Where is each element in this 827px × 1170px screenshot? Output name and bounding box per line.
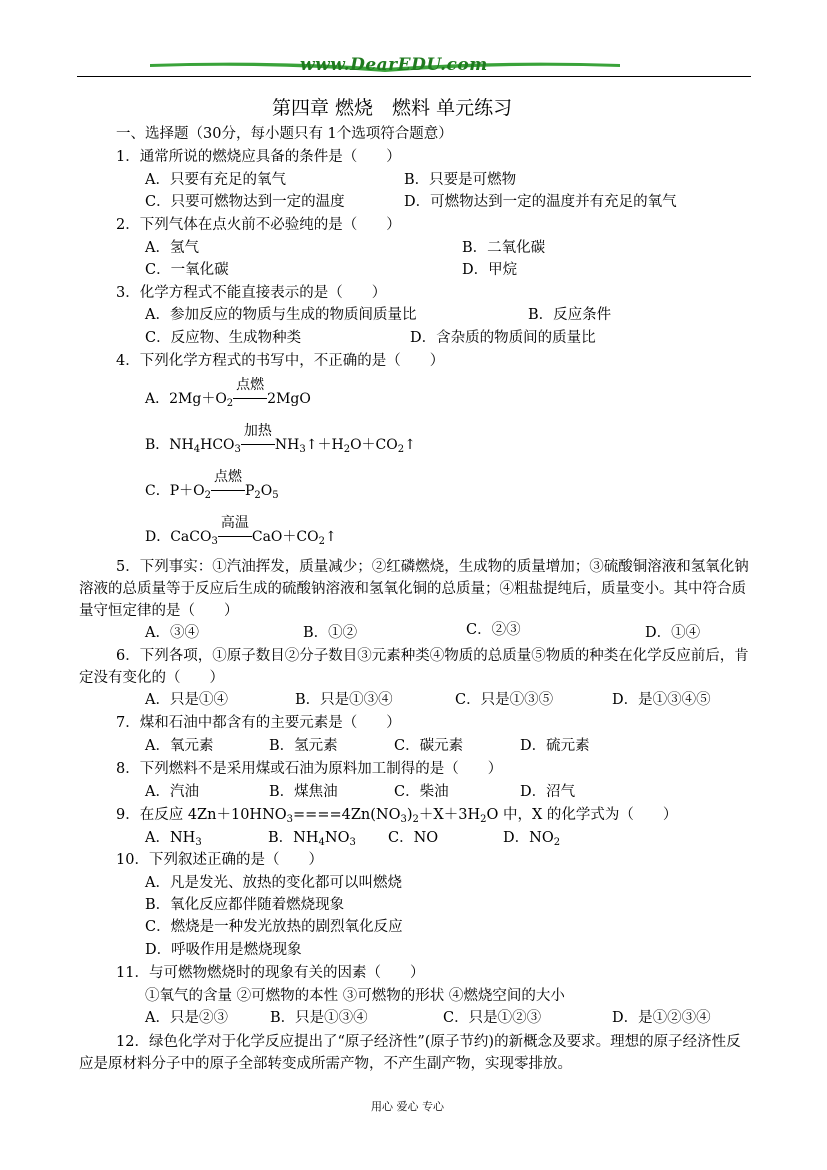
q10-option-b: B．氧化反应都伴随着燃烧现象	[145, 897, 345, 913]
q4-a-product: 2MgO	[267, 391, 311, 407]
q4-d-arrow: ↑	[324, 529, 337, 545]
q9-stem	[116, 805, 677, 830]
q4-b-condition	[241, 423, 275, 453]
q4-b-hco: HCO	[200, 437, 235, 453]
q4-c-reactants: C．P＋O	[145, 483, 205, 499]
q4-c-p: P	[244, 483, 255, 499]
q8-option-b: B．煤焦油	[269, 784, 338, 800]
q8-option-a: A．汽油	[145, 784, 199, 800]
q4-c-sub2: 2	[204, 490, 211, 501]
q7-option-b: B．氢元素	[269, 738, 338, 754]
q9-sub2b: 2	[480, 814, 487, 825]
q4-c-condition	[211, 469, 245, 499]
q4-b-co: O＋CO	[350, 437, 398, 453]
q11-stem: 11．与可燃物燃烧时的现象有关的因素（ ）	[116, 965, 425, 981]
q4-d-condition-text: 高温	[220, 515, 249, 531]
q10-option-a: A．凡是发光、放热的变化都可以叫燃烧	[145, 875, 402, 891]
q9-b-sub4: 4	[318, 837, 325, 848]
q4-c-condition-text: 点燃	[213, 469, 242, 485]
q2-option-d: D．甲烷	[462, 262, 518, 278]
q6-option-d: D．是①③④⑤	[612, 692, 711, 708]
q4-b-nh: B．NH	[145, 437, 194, 453]
q4-b-arrow: ↑	[404, 437, 416, 453]
q4-c-osub: 5	[272, 490, 279, 501]
q9-option-d	[503, 828, 560, 853]
q4-b-sub2: 2	[343, 444, 351, 455]
q7-stem: 7．煤和石油中都含有的主要元素是（ ）	[116, 715, 401, 731]
q6-option-c: C．只是①③⑤	[455, 692, 554, 708]
q9-option-c: C．NO	[388, 830, 439, 846]
q5-option-b: B．①②	[303, 625, 358, 641]
q6-stem: 6．下列各项，①原子数目②分子数目③元素种类④物质的总质量⑤物质的种类在化学反应前后，肯定没有变化的（ ）	[79, 648, 749, 686]
q4-d-condition	[218, 515, 252, 545]
q5-option-c: C．②③	[466, 622, 521, 638]
q10-stem: 10．下列叙述正确的是（ ）	[116, 852, 323, 868]
q9-stem-c: )	[406, 807, 413, 823]
q12-stem: 12．绿色化学对于化学反应提出了“原子经济性”(原子节约)的新概念及要求。理想的原子经济性反应是原材料分子中的原子全部转变成所需产物，不产生副产物，实现零排放。	[79, 1034, 741, 1072]
section-heading: 一、选择题（30分，每小题只有 1个选项符合题意）	[116, 126, 453, 142]
q8-option-d: D．沼气	[520, 784, 576, 800]
q11-factors: ①氧气的含量 ②可燃物的本性 ③可燃物的形状 ④燃烧空间的大小	[145, 988, 565, 1004]
q4-c-o: O	[260, 483, 273, 499]
q3-option-d: D．含杂质的物质间的质量比	[410, 330, 596, 346]
q4-option-c	[145, 469, 279, 501]
q1-option-b: B．只要是可燃物	[404, 172, 517, 188]
q7-option-c: C．碳元素	[394, 738, 464, 754]
header-rule	[77, 76, 751, 77]
q2-stem: 2．下列气体在点火前不必验纯的是（ ）	[116, 217, 401, 233]
header-logo: www.DearEDU.com	[300, 55, 488, 75]
q4-d-reactant: D．CaCO	[145, 529, 212, 545]
q4-b-h: ↑＋H	[305, 437, 344, 453]
q4-b-sub3b: 3	[299, 444, 306, 455]
q3-stem: 3．化学方程式不能直接表示的是（ ）	[116, 285, 387, 301]
q9-stem-d: ＋X＋3H	[418, 807, 481, 823]
q3-option-a: A．参加反应的物质与生成的物质间质量比	[145, 307, 417, 323]
q8-stem: 8．下列燃料不是采用煤或石油为原料加工制得的是（ ）	[116, 761, 503, 777]
q4-stem: 4．下列化学方程式的书写中，不正确的是（ ）	[116, 353, 445, 369]
q6-option-a: A．只是①④	[145, 692, 228, 708]
q2-option-a: A．氢气	[145, 240, 199, 256]
q4-a-sub: 2	[226, 398, 234, 409]
q4-d-sub2: 2	[318, 536, 325, 547]
q3-option-b: B．反应条件	[528, 307, 612, 323]
q4-a-condition-text: 点燃	[236, 377, 265, 393]
q9-stem-a: 9．在反应 4Zn＋10HNO	[116, 807, 287, 823]
q1-stem: 1．通常所说的燃烧应具备的条件是（ ）	[116, 149, 401, 165]
q4-b-sub4: 4	[193, 444, 201, 455]
q4-a-condition	[233, 377, 267, 407]
q4-b-sub2b: 2	[397, 444, 405, 455]
q4-b-nh3: NH	[274, 437, 300, 453]
q7-option-a: A．氧元素	[145, 738, 214, 754]
q4-option-a	[145, 377, 311, 409]
q1-option-c: C．只要可燃物达到一定的温度	[145, 194, 345, 210]
q2-option-b: B．二氧化碳	[462, 240, 546, 256]
q4-c-psub: 2	[254, 490, 261, 501]
q4-a-reactants: A．2Mg＋O	[145, 391, 227, 407]
q5-option-a: A．③④	[145, 625, 199, 641]
q9-sub2a: 2	[412, 814, 419, 825]
q4-d-products: CaO＋CO	[251, 529, 319, 545]
q11-option-b: B．只是①③④	[270, 1010, 368, 1026]
q9-d-text: D．NO	[503, 830, 554, 846]
q1-option-d: D．可燃物达到一定的温度并有充足的氧气	[404, 194, 677, 210]
q9-a-sub: 3	[195, 837, 202, 848]
q11-option-d: D．是①②③④	[612, 1010, 711, 1026]
page-footer: 用心 爱心 专心	[371, 1100, 444, 1113]
q4-option-d	[145, 515, 337, 547]
q5-stem: 5．下列事实：①汽油挥发，质量减少；②红磷燃烧，生成物的质量增加；③硫酸铜溶液和氢氧化钠溶液的总质量等于反应后生成的硫酸钠溶液和氢氧化铜的总质量；④粗盐提纯后，质量变小。其中符合质量守恒定律的是（ ）	[79, 559, 749, 619]
page-title: 第四章 燃烧 燃料 单元练习	[272, 97, 513, 119]
q9-d-sub: 2	[553, 837, 561, 848]
q9-a-text: A．NH	[145, 830, 196, 846]
q9-b-mid: NO	[324, 830, 350, 846]
q8-option-c: C．柴油	[394, 784, 449, 800]
q2-option-c: C．一氧化碳	[145, 262, 229, 278]
q3-option-c: C．反应物、生成物种类	[145, 330, 302, 346]
q5-option-d: D．①④	[645, 625, 701, 641]
q6-option-b: B．只是①③④	[295, 692, 393, 708]
q7-option-d: D．硫元素	[520, 738, 590, 754]
q9-sub3b: 3	[400, 814, 407, 825]
q9-b-text: B．NH	[268, 830, 319, 846]
q9-stem-b: ====4Zn(NO	[293, 807, 401, 823]
q9-b-sub3: 3	[349, 837, 356, 848]
q4-b-sub3: 3	[234, 444, 241, 455]
q10-option-d: D．呼吸作用是燃烧现象	[145, 942, 302, 958]
q11-option-c: C．只是①②③	[443, 1010, 542, 1026]
q10-option-c: C．燃烧是一种发光放热的剧烈氧化反应	[145, 919, 403, 935]
q4-d-sub3: 3	[211, 536, 218, 547]
q4-option-b	[145, 423, 416, 455]
q4-b-condition-text: 加热	[243, 423, 272, 439]
q11-option-a: A．只是②③	[145, 1010, 228, 1026]
q1-option-a: A．只要有充足的氧气	[145, 172, 286, 188]
q9-stem-e: O 中，X 的化学式为（ ）	[486, 807, 678, 823]
q9-sub3a: 3	[286, 814, 294, 825]
